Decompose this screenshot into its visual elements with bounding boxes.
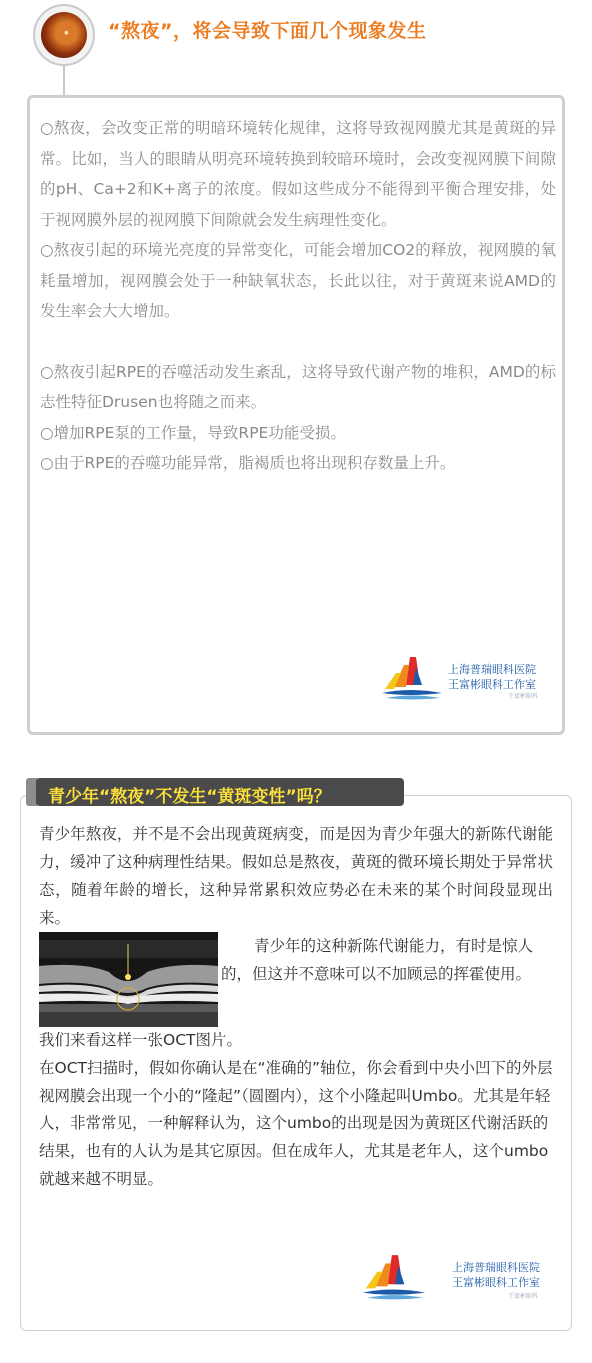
logo-line1: 上海普瑞眼科医院 <box>448 663 536 676</box>
paragraph: 青少年的这种新陈代谢能力，有时是惊人的，但这并不意味可以不加顾忌的挥霍使用。 <box>221 937 534 983</box>
section1-header <box>0 0 592 95</box>
logo-watermark: 王富彬眼科 <box>508 693 539 700</box>
eye-fundus-icon <box>41 12 87 58</box>
section1-title: “熬夜”，将会导致下面几个现象发生 <box>108 20 427 42</box>
avatar-connector <box>63 66 65 97</box>
logo-line2: 王富彬眼科工作室 <box>452 1276 540 1289</box>
eye-avatar <box>33 4 95 66</box>
logo-line2: 王富彬眼科工作室 <box>448 678 536 691</box>
paragraph: ○熬夜，会改变正常的明暗环境转化规律，这将导致视网膜尤其是黄斑的异常。比如，当人的眼睛从明亮环境转换到较暗环境时，会改变视网膜下间隙的pH、Ca+2和K+离子的浓度。假如这些成分不能得到平衡合理安排，处于视网膜外层的视网膜下间隙就会发生病理性变化。 <box>40 119 556 229</box>
logo-watermark: 王富彬眼科 <box>508 1293 539 1300</box>
clinic-logo <box>380 655 565 705</box>
paragraph: 青少年熬夜，并不是不会出现黄斑病变，而是因为青少年强大的新陈代谢能力，缓冲了这种病理性结果。假如总是熬夜，黄斑的微环境长期处于异常状态，随着年龄的增长，这种异常累积效应势必在未来的某个时间段显现出来。 <box>39 825 553 927</box>
paragraph: ○由于RPE的吞噬功能异常，脂褐质也将出现积存数量上升。 <box>40 454 456 472</box>
paragraph: 我们来看这样一张OCT图片。 <box>39 1031 242 1049</box>
paragraph: ○熬夜引起RPE的吞噬活动发生紊乱，这将导致代谢产物的堆积，AMD的标志性特征Drusen也将随之而来。 <box>40 362 556 411</box>
paragraph: 在OCT扫描时，假如你确认是在“准确的”轴位，你会看到中央小凹下的外层视网膜会出现一个小的“隆起”（圆圈内），这个小隆起叫Umbo。尤其是年轻人，非常常见，一种解释认为，这个umbo的出现是因为黄斑区代谢活跃的结果，也有的人认为是其它原因。但在成年人，尤其是老年人，这个umbo就越来越不明显。 <box>39 1058 553 1188</box>
section1-body <box>40 113 556 479</box>
logo-line1: 上海普瑞眼科医院 <box>452 1261 540 1274</box>
sail-logo-icon <box>380 655 446 703</box>
section2-intro <box>39 820 553 932</box>
oct-scan-graphic <box>39 932 218 1027</box>
clinic-logo-2 <box>360 1253 545 1303</box>
section2-closing <box>39 1027 553 1194</box>
sail-logo-icon <box>360 1253 430 1303</box>
paragraph: ○熬夜引起的环境光亮度的异常变化，可能会增加CO2的释放，视网膜的氧耗量增加，视网膜会处于一种缺氧状态，长此以往，对于黄斑来说AMD的发生率会大大增加。 <box>40 241 556 320</box>
section2-beside-image <box>221 932 553 988</box>
section2-title: 青少年“熬夜”不发生“黄斑变性”吗？ <box>48 787 331 807</box>
oct-scan-image <box>39 932 218 1027</box>
paragraph: ○增加RPE泵的工作量，导致RPE功能受损。 <box>40 423 346 442</box>
